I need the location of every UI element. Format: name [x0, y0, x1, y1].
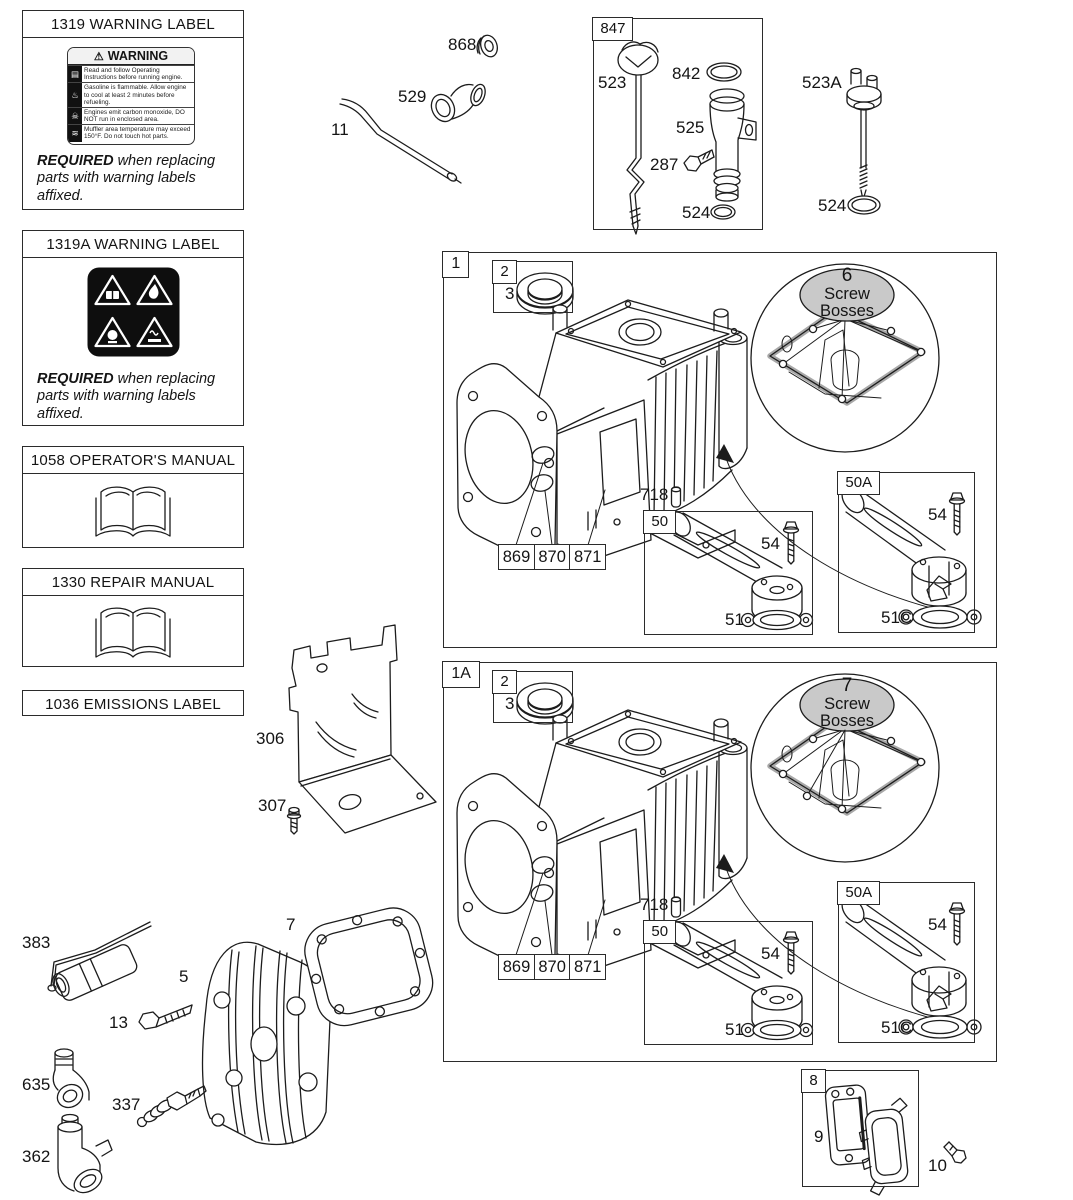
required-bold: REQUIRED — [37, 371, 114, 387]
required-rest: when replacing parts with warning labels affixed. — [37, 371, 216, 422]
part-label-524: 524 — [682, 203, 711, 222]
part-label-383: 383 — [22, 933, 51, 952]
seal-box-label: 2 — [492, 260, 516, 284]
part-label-7: 7 — [286, 915, 296, 934]
bosses-count: 6 — [841, 265, 853, 286]
bore-label: 870 — [534, 544, 571, 570]
warning-sticker-header — [68, 48, 194, 65]
open-book-icon — [90, 603, 176, 665]
heat-shield-306-drawing — [289, 625, 436, 833]
warning-row — [68, 82, 194, 107]
part-label-54: 54 — [761, 944, 780, 963]
part-label-51: 51 — [725, 610, 744, 629]
muffler-icon: ≋ — [68, 125, 82, 141]
part-label-337: 337 — [112, 1095, 141, 1114]
open-book-icon — [90, 482, 176, 544]
part-label-307: 307 — [258, 796, 287, 815]
box-50-label: 50 — [643, 510, 676, 534]
part-label-54: 54 — [928, 505, 947, 524]
warning-row-text: Muffler area temperature may exceed 150°F. Do not touch hot parts. — [84, 126, 191, 141]
panel-repair-manual — [22, 568, 244, 667]
panel-title-1036: 1036 EMISSIONS LABEL — [45, 696, 221, 713]
skull-triangle-icon — [107, 330, 117, 343]
part-label-523: 523 — [598, 73, 627, 92]
warning-sticker-1319 — [67, 47, 195, 145]
panel-title-1319a: 1319A WARNING LABEL — [23, 231, 243, 258]
box-50-label: 50 — [643, 920, 676, 944]
warning-row — [68, 107, 194, 124]
bosses-line1: Screw — [824, 284, 870, 303]
bosses-line2: Bosses — [819, 302, 875, 321]
warning-row-text: Gasoline is flammable. Allow engine to cool at least 2 minutes before refueling. — [84, 84, 187, 106]
panel-emissions-label — [22, 690, 244, 716]
book-triangle-icon — [106, 291, 119, 299]
part-label-842: 842 — [672, 64, 701, 83]
bore-label: 869 — [498, 544, 535, 570]
part-label-306: 306 — [256, 729, 285, 748]
warning-row-text: Engines emit carbon monoxide, DO NOT run in enclosed area. — [84, 108, 185, 124]
part-label-287: 287 — [650, 155, 679, 174]
part-label-5: 5 — [179, 967, 189, 986]
head-gasket-7-drawing — [299, 902, 439, 1032]
part-label-718: 718 — [640, 895, 669, 914]
bosses-line2: Bosses — [819, 712, 875, 731]
panel-operators-manual — [22, 446, 244, 548]
bore-label-table — [498, 954, 606, 980]
flame-icon: ♨ — [68, 83, 82, 107]
part-label-51c: 51C — [881, 608, 913, 627]
dipstick-523a-drawing — [847, 69, 881, 201]
book-icon: ▤ — [68, 66, 82, 82]
part-label-54: 54 — [928, 915, 947, 934]
panel-title-1058: 1058 OPERATOR'S MANUAL — [23, 447, 243, 474]
required-bold: REQUIRED — [37, 153, 114, 169]
bosses-line1: Screw — [824, 694, 870, 713]
bore-label: 871 — [569, 544, 606, 570]
warning-pictogram-block — [87, 267, 180, 357]
part-label-51c: 51C — [881, 1018, 913, 1037]
screw-bosses-callout — [799, 266, 895, 321]
box-1-label: 1 — [442, 251, 469, 278]
warning-row-text: Read and follow Operating Instructions before running engine. — [84, 67, 183, 82]
required-note — [37, 153, 237, 205]
panel-warning-1319 — [22, 10, 244, 210]
part-label-523a: 523A — [802, 73, 842, 92]
bosses-count: 7 — [841, 675, 853, 696]
grommet-868-drawing — [477, 33, 500, 59]
panel-title-1319: 1319 WARNING LABEL — [23, 11, 243, 38]
screw-bosses-callout — [799, 676, 895, 731]
bore-label: 869 — [498, 954, 535, 980]
part-label-51: 51 — [725, 1020, 744, 1039]
part-label-524-alt: 524 — [818, 196, 847, 215]
spark-plug-wrench-383-drawing — [48, 922, 151, 1002]
screw-307-drawing — [288, 808, 301, 835]
box-1a-label: 1A — [442, 661, 480, 688]
part-label-10: 10 — [928, 1156, 947, 1175]
elbow-529-drawing — [427, 82, 488, 125]
part-label-13: 13 — [109, 1013, 128, 1032]
screw-10-drawing — [944, 1142, 966, 1163]
warning-triangle-icon: ⚠ — [93, 50, 104, 63]
required-note — [37, 371, 237, 423]
bore-label-table — [498, 544, 606, 570]
warning-header-text: WARNING — [107, 49, 169, 63]
part-label-868: 868 — [448, 35, 477, 54]
spark-plug-boot-362-drawing — [58, 1115, 112, 1198]
seal-box-label: 2 — [492, 670, 516, 694]
warning-row — [68, 124, 194, 141]
oring-524-alt-drawing — [848, 196, 880, 214]
part-label-11: 11 — [331, 120, 349, 139]
box-847-label: 847 — [592, 17, 633, 41]
part-label-525: 525 — [676, 118, 705, 137]
part-label-635: 635 — [22, 1075, 51, 1094]
part-label-3: 3 — [505, 694, 515, 713]
required-rest: when replacing parts with warning labels affixed. — [37, 153, 216, 204]
box-8-label: 8 — [801, 1069, 825, 1093]
box-50a-label: 50A — [837, 471, 880, 495]
part-label-9: 9 — [814, 1127, 824, 1146]
bolt-13-drawing — [139, 1005, 192, 1029]
part-label-3: 3 — [505, 284, 515, 303]
panel-title-1330: 1330 REPAIR MANUAL — [23, 569, 243, 596]
box-50a-label: 50A — [837, 881, 880, 905]
spark-plug-boot-635-drawing — [53, 1049, 89, 1112]
warning-row — [68, 65, 194, 82]
bore-label: 870 — [534, 954, 571, 980]
bore-label: 871 — [569, 954, 606, 980]
part-label-529: 529 — [398, 87, 427, 106]
part-label-718: 718 — [640, 485, 669, 504]
panel-warning-1319a — [22, 230, 244, 426]
part-label-362: 362 — [22, 1147, 51, 1166]
spark-plug-337-drawing — [138, 1086, 207, 1127]
skull-icon: ☠ — [68, 108, 82, 124]
part-label-54: 54 — [761, 534, 780, 553]
